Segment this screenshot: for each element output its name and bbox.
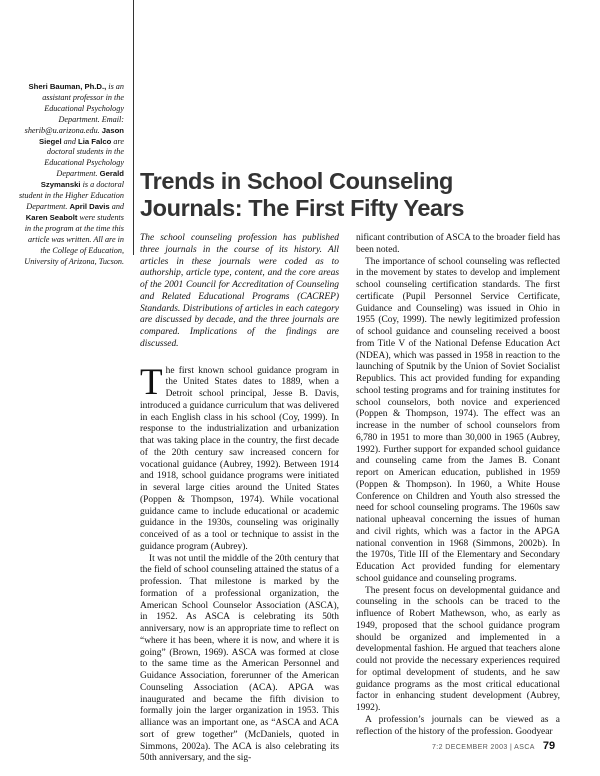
issue-info: 7:2 DECEMBER 2003 | ASCA [432, 744, 535, 751]
author-affiliation: is a doctoral student in the Higher Education Department. [18, 180, 124, 211]
article-title: Trends in School Counseling Journals: The First Fifty Years [140, 168, 465, 221]
text-column-right [356, 233, 560, 738]
page-number: 79 [542, 740, 556, 752]
body-paragraph: The present focus on developmental guidance and counseling in the schools can be traced to the influence of Robert Mathewson, who, as early as 1949, proposed that the school guidance program should be organized and implemented in a developmental fashion. He argued that teachers alone could not provide the necessary experiences required for optimal development of students, and he saw guidance programs as the most critical educational factor in enhancing student development (Aubrey, 1992). [356, 585, 560, 713]
author-name: Karen Seabolt [25, 212, 78, 222]
author-name: Jason Siegel [38, 125, 124, 146]
author-conjunction: and [109, 201, 124, 211]
body-paragraph-text: he first known school guidance program in the United States dates to 1889, when a Detroit school principal, Jesse B. Davis, introduced a guidance curriculum that was delivered in each English class in his school (Coy, 1999). In response to the industrialization and urbanization that was taking place in the country, the first decade of the 20th century saw increased concern for vocational guidance (Aubrey, 1992). Between 1914 and 1918, school guidance programs were initiated in several large cities around the United States (Poppen & Thompson, 1974). While vocational guidance came to include educational or academic guidance in the 1930s, counseling was originally conceived of as a tool or technique to assist in the guidance program (Aubrey). [140, 365, 339, 552]
page-footer [432, 740, 562, 752]
article-abstract: The school counseling profession has published three journals in the course of its history. All articles in these journals were coded as to authorship, article type, content, and the core areas of the 2001 Council for Accreditation of Counseling and Related Educational Programs (CACREP) Standards. Distributions of articles in each category are discussed by decade, and the three journals are compared. Implications of the findings are discussed. [140, 233, 339, 349]
author-affiliation: were students in the program at the time this article was written. All are in the College of Education, University of Arizona, Tucson. [24, 212, 124, 266]
body-paragraph: A profession’s journals can be viewed as a reflection of the history of the profession. Goodyear [356, 714, 560, 737]
sidebar-divider-rule [133, 0, 134, 255]
text-column-left [140, 233, 339, 765]
author-name: Lia Falco [78, 136, 112, 146]
drop-cap: T [140, 361, 163, 403]
body-paragraph: nificant contribution of ASCA to the broader field has been noted. [356, 233, 560, 255]
body-paragraph: The importance of school counseling was reflected in the movement by states to develop and implement school counseling certification standards. The first certificate (Pupil Personnel Service Certificate, Guidance and Counseling) was issued in Ohio in 1955 (Coy, 1999). The newly legitimized profession of school guidance and counseling received a boost from Title V of the National Defense Education Act (NDEA), which was passed in 1958 in reaction to the launching of Sputnik by the Union of Soviet Socialist Republics. This act provided funding for expanding school testing programs and for training institutes for school counselors, both novice and experienced (Poppen & Thompson, 1974). The effect was an increase in the number of school counselors from 6,780 in 1951 to more than 30,000 in 1965 (Aubrey, 1992). Further support for expanded school guidance and counseling came from the James B. Conant report on American education, published in 1959 (Poppen & Thompson). In 1960, a White House Conference on Children and Youth also stressed the need for school counseling programs. The 1960s saw national upheaval concerning the issues of human and civil rights, which was a factor in the APGA national convention in 1968 (Simmons, 2002b). In the 1970s, Title III of the Elementary and Secondary Education Act provided funding for elementary school guidance and counseling programs. [356, 256, 560, 584]
author-name: Gerald Szymanski [40, 169, 124, 190]
body-paragraph: It was not until the middle of the 20th century that the field of school counseling attained the status of a profession. That milestone is marked by the formation of a professional organization, the American School Counselor Association (ASCA), in 1952. As ASCA is celebrating its 50th anniversary, now is an appropriate time to reflect on “where it has been, where it is now, and where it is going” (Brown, 1969). ASCA was formed at close to the same time as the American Personnel and Guidance Association, forerunner of the American Counseling Association (ACA). APGA was inaugurated and became the fifth division to formally join the larger organization in 1953. This alliance was an important one, as “ASCA and ACA sort of grew together” (McDaniels, quoted in Simmons, 2002a). The ACA is also celebrating its 50th anniversary, and the sig- [140, 553, 339, 764]
author-name: April Davis [69, 201, 110, 211]
author-affiliation: is an assistant professor in the Educational Psychology Department. Email: sherib@u.arizona.edu. [24, 82, 124, 135]
author-name: Sheri Bauman, Ph.D., [28, 82, 107, 91]
author-conjunction: and [61, 136, 76, 146]
body-paragraph [140, 361, 339, 554]
author-affiliation: are doctoral students in the Educational Psychology Department. [44, 136, 124, 179]
author-notes-sidebar [18, 82, 124, 267]
